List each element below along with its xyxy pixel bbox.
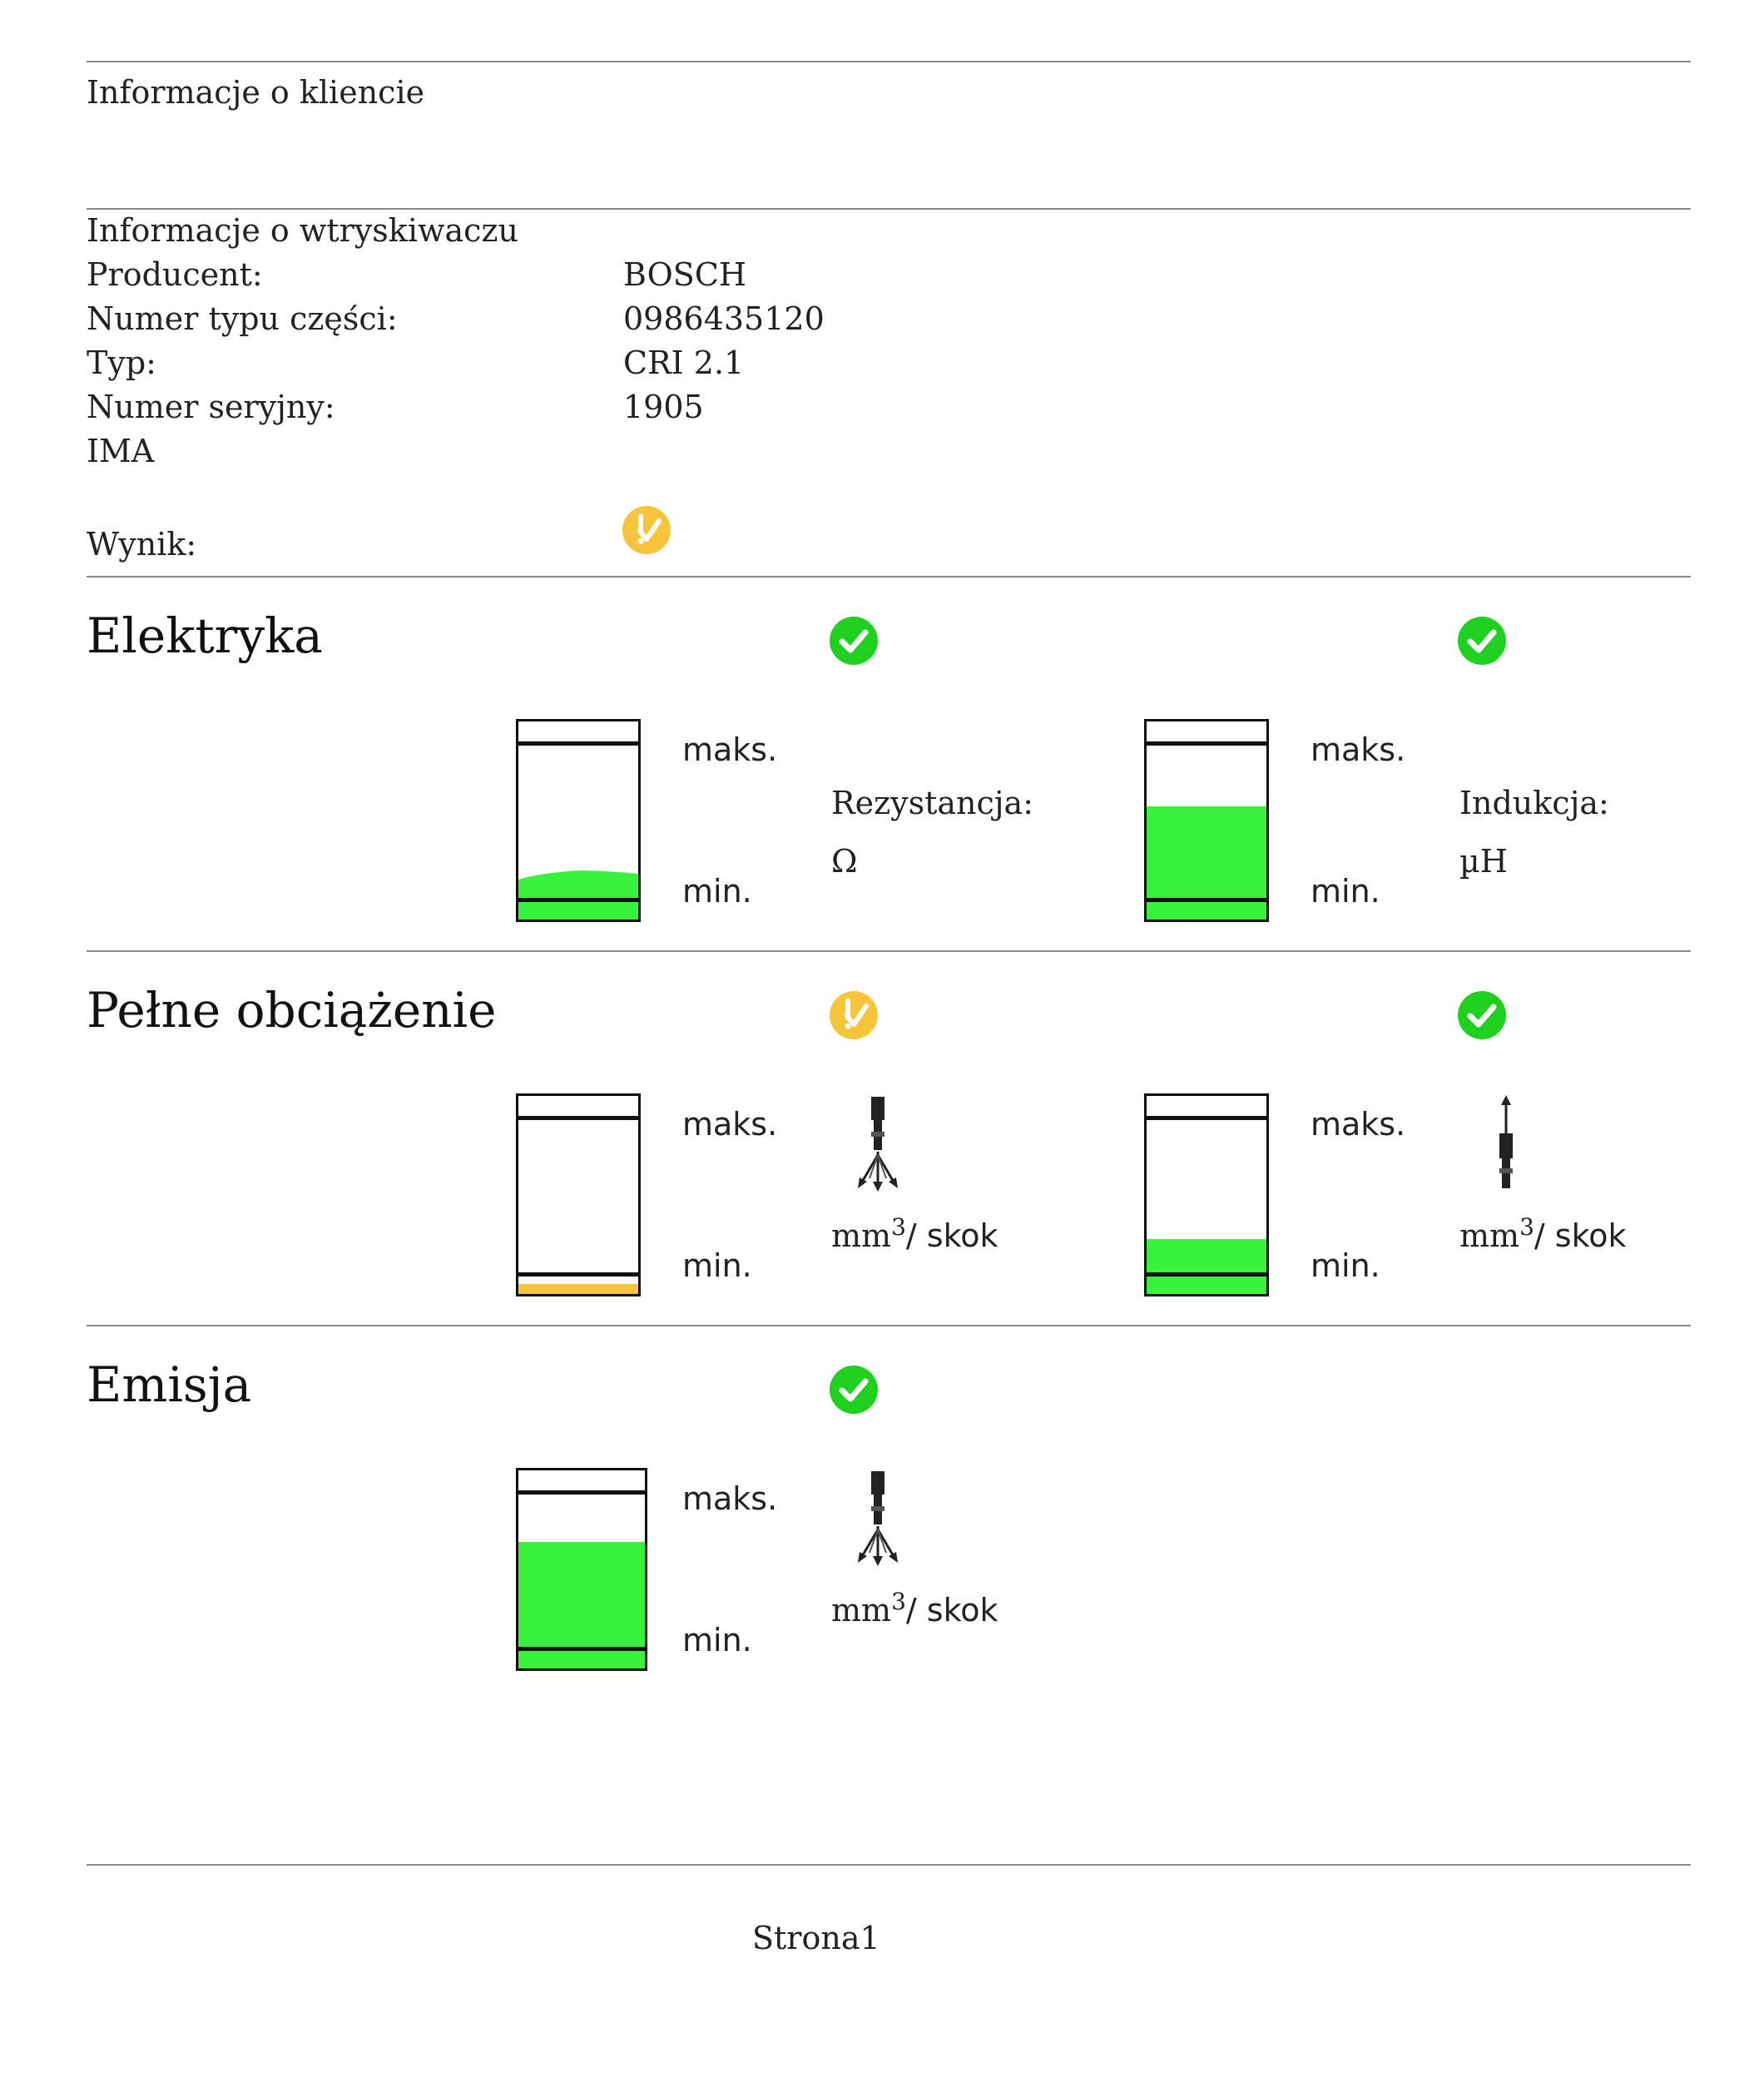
- injector-return-icon: [1481, 1095, 1531, 1195]
- label-type: Typ:: [87, 345, 156, 381]
- value-serial: 1905: [623, 389, 704, 425]
- label-producer: Producent:: [87, 256, 263, 293]
- warning-check-icon: [622, 506, 671, 554]
- value-part-number: 0986435120: [623, 300, 825, 337]
- footer-rule: [87, 1864, 1691, 1866]
- full-load-return-max-label: maks.: [1311, 1106, 1406, 1143]
- resistance-gauge-max-line: [518, 741, 638, 746]
- top-rule: [87, 61, 1691, 62]
- full-load-injection-unit: $mm^3/$ skok: [831, 1213, 998, 1254]
- full-load-injection-max-label: maks.: [682, 1106, 778, 1143]
- full-load-return-gauge-min-line: [1147, 1272, 1266, 1277]
- value-producer: BOSCH: [623, 256, 747, 293]
- section-title-emission: Emisja: [87, 1356, 252, 1413]
- resistance-ok-icon: [830, 617, 878, 665]
- resistance-unit: Ω: [831, 843, 858, 880]
- full-load-return-gauge-fill: [1147, 1239, 1266, 1294]
- full-load-return-gauge-max-line: [1147, 1116, 1266, 1120]
- injector-spray-icon: [853, 1095, 903, 1195]
- full-load-injection-warning-check-icon: [830, 991, 878, 1039]
- value-type: CRI 2.1: [623, 345, 745, 381]
- full-load-rule: [87, 950, 1691, 952]
- unit-superscript: 3: [1519, 1213, 1534, 1241]
- emission-min-label: min.: [682, 1622, 752, 1658]
- unit-superscript: 3: [891, 1588, 906, 1615]
- inductance-gauge-max-line: [1147, 741, 1266, 746]
- injector-spray-icon: [853, 1470, 903, 1569]
- inductance-gauge-min-line: [1147, 898, 1266, 902]
- label-part-number: Numer typu części:: [87, 300, 398, 337]
- injector-info-title: Informacje o wtryskiwaczu: [87, 212, 518, 249]
- inductance-label: Indukcja:: [1459, 785, 1609, 821]
- full-load-injection-min-label: min.: [682, 1247, 752, 1284]
- inductance-min-label: min.: [1311, 873, 1380, 910]
- emission-ok-icon: [830, 1366, 878, 1414]
- full-load-return-min-label: min.: [1311, 1247, 1380, 1284]
- inductance-gauge: [1144, 719, 1269, 922]
- resistance-max-label: maks.: [682, 731, 778, 768]
- section-title-full-load: Pełne obciążenie: [87, 982, 497, 1039]
- emission-gauge: [516, 1468, 647, 1671]
- full-load-return-unit: $mm^3/$ skok: [1459, 1213, 1627, 1254]
- resistance-gauge: [516, 719, 641, 922]
- result-label: Wynik:: [87, 526, 197, 563]
- resistance-label: Rezystancja:: [831, 785, 1034, 821]
- resistance-gauge-fill: [518, 721, 638, 920]
- full-load-injection-gauge-fill: [518, 1284, 638, 1294]
- inductance-ok-icon: [1458, 617, 1506, 665]
- full-load-return-ok-icon: [1458, 991, 1506, 1039]
- electric-rule: [87, 576, 1691, 578]
- emission-rule: [87, 1325, 1691, 1326]
- page-number: Strona1: [752, 1920, 880, 1956]
- full-load-injection-gauge: [516, 1093, 641, 1296]
- emission-unit: $mm^3/$ skok: [831, 1588, 998, 1629]
- emission-gauge-min-line: [518, 1647, 645, 1651]
- full-load-injection-gauge-min-line: [518, 1272, 638, 1277]
- inductance-gauge-fill: [1147, 806, 1266, 920]
- label-ima: IMA: [87, 433, 155, 469]
- inductance-unit: µH: [1459, 843, 1508, 880]
- inductance-max-label: maks.: [1311, 731, 1406, 768]
- full-load-injection-gauge-max-line: [518, 1116, 638, 1120]
- emission-gauge-max-line: [518, 1490, 645, 1495]
- label-serial: Numer seryjny:: [87, 389, 335, 425]
- unit-superscript: 3: [891, 1213, 906, 1241]
- emission-max-label: maks.: [682, 1480, 778, 1517]
- full-load-return-gauge: [1144, 1093, 1269, 1296]
- customer-info-title: Informacje o kliencie: [87, 74, 425, 111]
- section-title-electric: Elektryka: [87, 607, 323, 664]
- resistance-min-label: min.: [682, 873, 752, 910]
- resistance-gauge-min-line: [518, 898, 638, 902]
- injector-rule: [87, 208, 1691, 210]
